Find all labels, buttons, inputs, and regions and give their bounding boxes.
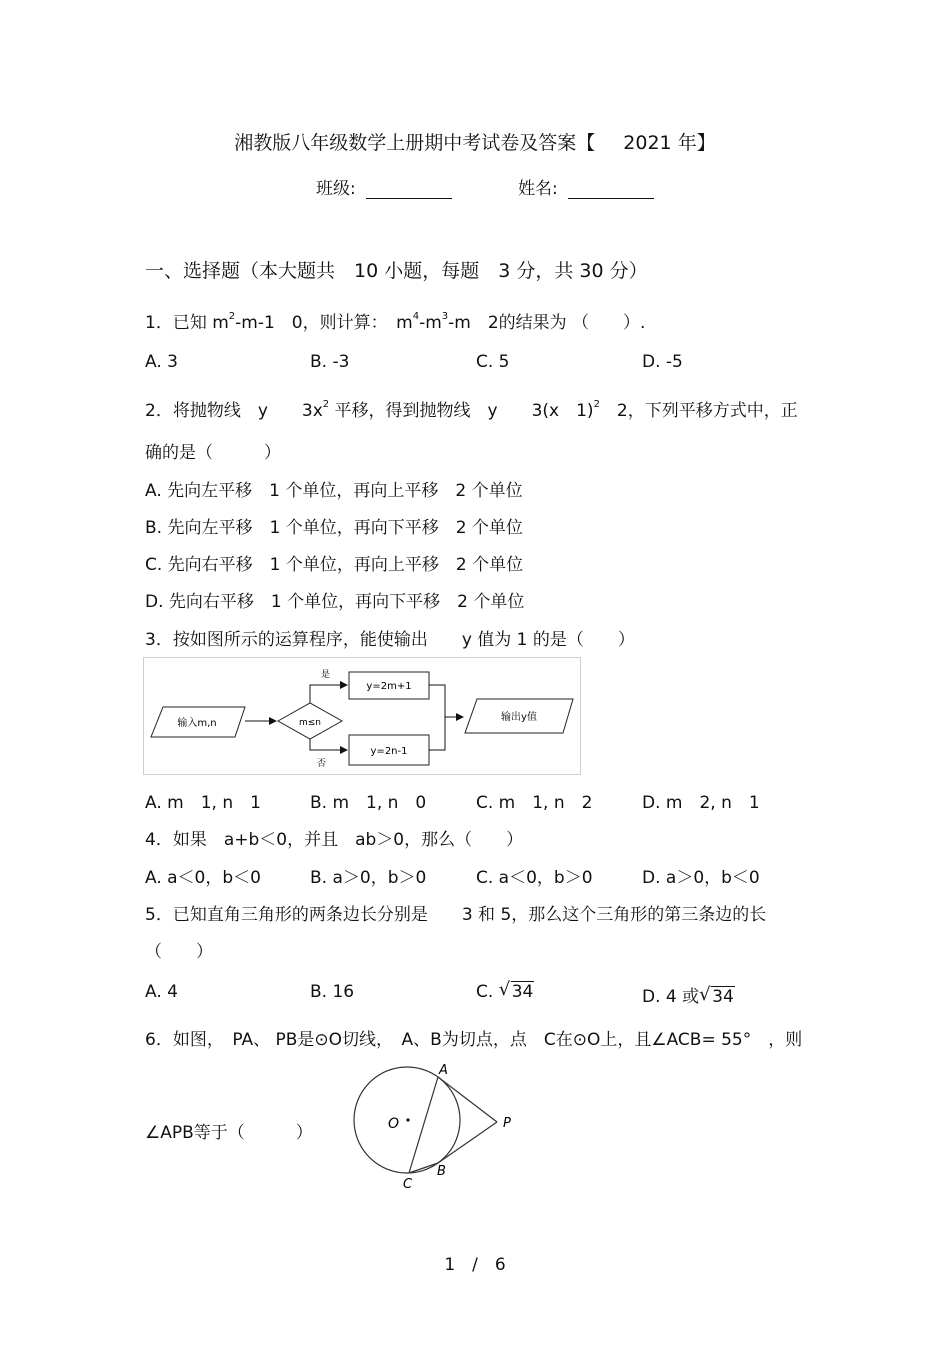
q2-option-c: C. 先向右平移 1 个单位，再向上平移 2 个单位: [145, 555, 524, 575]
question-5: 5．已知直角三角形的两条边长分别是 3 和 5，那么这个三角形的第三条边的长: [145, 905, 767, 925]
label-b: B: [437, 1164, 446, 1179]
q2-sup-1: 2: [322, 399, 330, 410]
q4-option-d: D. a＞0，b＜0: [642, 868, 760, 888]
no-label: 否: [317, 759, 327, 769]
class-field: [316, 174, 452, 199]
q5-c-radicand: 34: [511, 982, 534, 1002]
q2-line-2: 确的是（ ）: [145, 443, 281, 463]
q2-text-1: 2．将抛物线 y 3x: [145, 401, 323, 421]
q6-line-2: ∠APB等于（ ）: [145, 1123, 313, 1143]
q1-sup-1: 2: [228, 311, 236, 322]
q3-option-c: C. m 1, n 2: [476, 793, 593, 813]
page-title: [0, 128, 950, 155]
q2-text-3: 2，下列平移方式中，正: [599, 401, 798, 421]
q1-text-4: -m 2的结果为 （ ）.: [448, 313, 646, 333]
q1-option-d: D. -5: [642, 352, 683, 372]
merge-line: [429, 685, 445, 750]
question-1: [145, 308, 645, 333]
q5-line-2: （ ）: [145, 942, 213, 962]
output-label: 输出y值: [501, 712, 537, 723]
q2-text-2: 平移，得到抛物线 y 3(x 1): [329, 401, 594, 421]
q2-sup-2: 2: [593, 399, 600, 410]
q3-option-d: D. m 2, n 1: [642, 793, 760, 813]
label-c: C: [403, 1177, 413, 1192]
question-6: 6．如图， PA、 PB是⊙O切线， A、B为切点，点 C在⊙O上，且∠ACB= 55° ，则: [145, 1030, 803, 1050]
input-label: 输入m,n: [177, 718, 217, 729]
title-main: 湘教版八年级数学上册期中考试卷及答案【: [234, 132, 596, 154]
circle-tangent-figure: [345, 1058, 535, 1198]
q4-option-a: A. a＜0，b＜0: [145, 868, 261, 888]
question-2: [145, 396, 798, 421]
sqrt-symbol: √: [699, 984, 711, 1005]
q1-option-c: C. 5: [476, 352, 510, 372]
q4-option-c: C. a＜0，b＞0: [476, 868, 593, 888]
class-label: 班级:: [316, 179, 356, 199]
q3-option-b: B. m 1, n 0: [310, 793, 427, 813]
q1-text-1: 1．已知 m: [145, 313, 229, 333]
q5-option-c: [476, 979, 534, 1002]
name-label: 姓名:: [518, 179, 558, 199]
label-p: P: [503, 1116, 511, 1131]
q3-option-a: A. m 1, n 1: [145, 793, 261, 813]
page-number: 1 / 6: [444, 1255, 506, 1275]
q2-option-a: A. 先向左平移 1 个单位，再向上平移 2 个单位: [145, 481, 523, 501]
question-4: 4．如果 a+b＜0，并且 ab＞0，那么（ ）: [145, 830, 524, 850]
q1-text-3: -m: [419, 313, 442, 333]
name-blank: [568, 182, 654, 199]
q1-sup-2: 4: [412, 311, 420, 322]
arrow-yes: [310, 685, 347, 703]
q1-text-2: -m-1 0，则计算： m: [235, 313, 413, 333]
yes-label: 是: [321, 670, 331, 680]
chord-cb: [409, 1163, 438, 1173]
label-a: A: [439, 1063, 448, 1078]
condition-label: m≤n: [298, 718, 322, 728]
center-dot: [406, 1118, 409, 1121]
question-3: 3．按如图所示的运算程序，能使输出 y 值为 1 的是（ ）: [145, 630, 635, 650]
label-o: O: [388, 1116, 400, 1132]
q2-option-b: B. 先向左平移 1 个单位，再向下平移 2 个单位: [145, 518, 523, 538]
q5-c-prefix: C.: [476, 982, 499, 1002]
name-field: [518, 174, 654, 199]
arrow-no: [310, 739, 347, 750]
section-heading: 一、选择题（本大题共 10 小题，每题 3 分，共 30 分）: [145, 260, 648, 282]
tangent-pa: [438, 1077, 497, 1122]
sqrt-expression: [699, 984, 735, 1007]
sqrt-symbol: √: [498, 979, 511, 1000]
q2-option-d: D. 先向右平移 1 个单位，再向下平移 2 个单位: [145, 592, 525, 612]
bottom-process-label: y=2n-1: [370, 746, 408, 757]
q5-option-a: A. 4: [145, 982, 178, 1002]
chord-ac: [409, 1077, 438, 1173]
q5-d-prefix: D. 4 或: [642, 987, 700, 1007]
sqrt-expression: [498, 979, 535, 1002]
top-process-label: y=2m+1: [366, 681, 412, 692]
class-blank: [366, 182, 452, 199]
q1-sup-3: 3: [441, 311, 449, 322]
q1-option-b: B. -3: [310, 352, 350, 372]
tangent-pb: [438, 1122, 497, 1163]
q5-option-d: [642, 982, 735, 1007]
q5-d-radicand: 34: [712, 987, 734, 1007]
flowchart-figure: [143, 657, 581, 775]
q1-option-a: A. 3: [145, 352, 178, 372]
title-year: 2021 年】: [623, 132, 716, 154]
q4-option-b: B. a＞0，b＞0: [310, 868, 427, 888]
q5-option-b: B. 16: [310, 982, 355, 1002]
